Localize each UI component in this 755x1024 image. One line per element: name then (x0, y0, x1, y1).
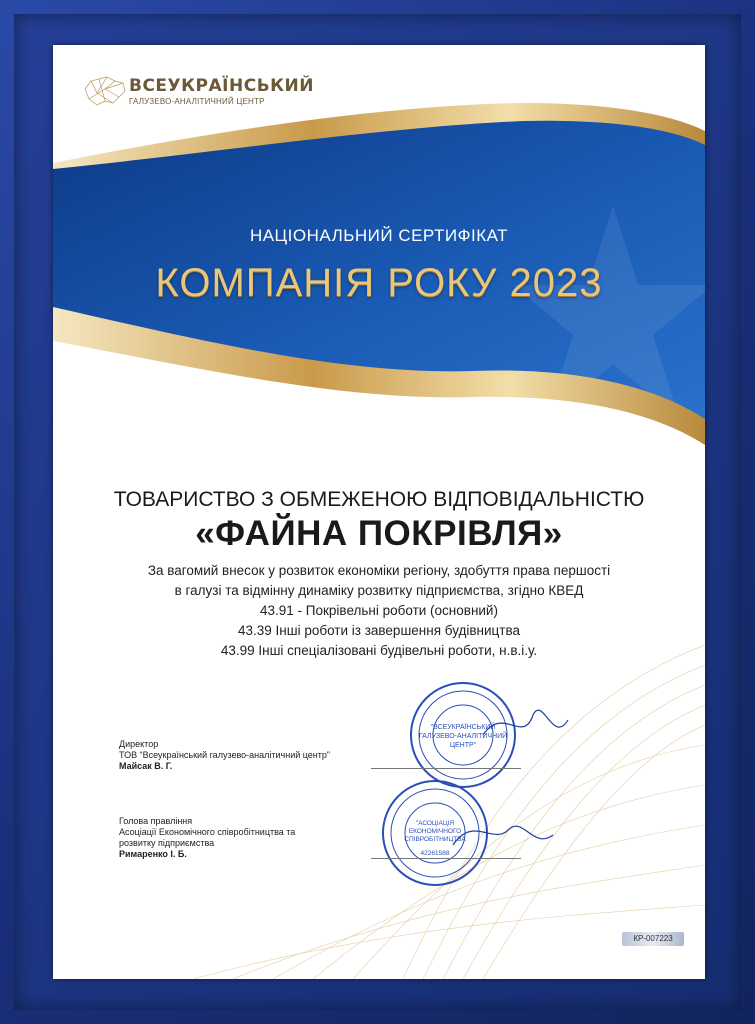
reason-line-1: За вагомий внесок у розвиток економіки регіону, здобуття права першості (147, 563, 611, 578)
kved-item: 43.99 Інші спеціалізовані будівельні роботи, н.в.і.у. (220, 643, 538, 658)
kved-item: 43.91 - Покрівельні роботи (основний) (260, 603, 498, 618)
signature-line (371, 768, 521, 769)
stamp-2 (383, 781, 487, 885)
ukraine-map-icon (83, 73, 127, 109)
organization-type: ТОВАРИСТВО З ОБМЕЖЕНОЮ ВІДПОВІДАЛЬНІСТЮ (113, 488, 645, 511)
svg-text:ЕКОНОМІЧНОГО: ЕКОНОМІЧНОГО (408, 828, 462, 835)
svg-text:"ВСЕУКРАЇНСЬКИЙ: "ВСЕУКРАЇНСЬКИЙ (430, 724, 496, 731)
serial-number: КР-007223 (622, 932, 684, 946)
svg-text:ГАЛУЗЕВО-АНАЛІТИЧНИЙ: ГАЛУЗЕВО-АНАЛІТИЧНИЙ (418, 733, 508, 740)
signature-role: Голова правління (119, 816, 193, 826)
signature-role: Директор (119, 739, 159, 749)
signature-scribble-2 (453, 826, 553, 845)
signature-org: ТОВ “Всеукраїнський галузево-аналітичний центр” (119, 750, 330, 760)
kved-item: 43.39 Інші роботи із завершення будівництва (238, 623, 520, 638)
gold-lines-decor (193, 645, 705, 979)
signature-chairman (119, 816, 295, 860)
logo (83, 73, 314, 109)
signature-org: розвитку підприємства (119, 838, 215, 848)
logo-subtitle: ГАЛУЗЕВО-АНАЛІТИЧНИЙ ЦЕНТР (129, 97, 265, 106)
signature-org: Асоціації Економічного співробітництва та (119, 827, 296, 837)
signature-scribble-1 (483, 710, 568, 735)
svg-text:СПІВРОБІТНИЦТВА: СПІВРОБІТНИЦТВА (404, 836, 466, 843)
stamp-1 (411, 683, 515, 787)
signature-name: Римаренко І. Б. (119, 849, 187, 859)
signature-name: Майсак В. Г. (119, 761, 173, 771)
certificate-paper (53, 45, 705, 979)
organization-name: «ФАЙНА ПОКРІВЛЯ» (195, 514, 563, 553)
svg-text:42261588: 42261588 (420, 850, 450, 857)
signature-line (371, 858, 521, 859)
reason-line-2: в галузі та відмінну динаміку розвитку підприємства, згідно КВЕД (174, 583, 584, 598)
certificate-title: КОМПАНІЯ РОКУ 2023 (155, 261, 603, 305)
signature-director (119, 739, 330, 772)
award-reason (53, 561, 705, 661)
certificate-type: НАЦІОНАЛЬНИЙ СЕРТИФІКАТ (249, 226, 509, 245)
svg-text:"АСОЦІАЦІЯ: "АСОЦІАЦІЯ (415, 820, 455, 827)
svg-text:ЦЕНТР": ЦЕНТР" (449, 742, 477, 749)
logo-title: ВСЕУКРАЇНСЬКИЙ (129, 76, 315, 96)
